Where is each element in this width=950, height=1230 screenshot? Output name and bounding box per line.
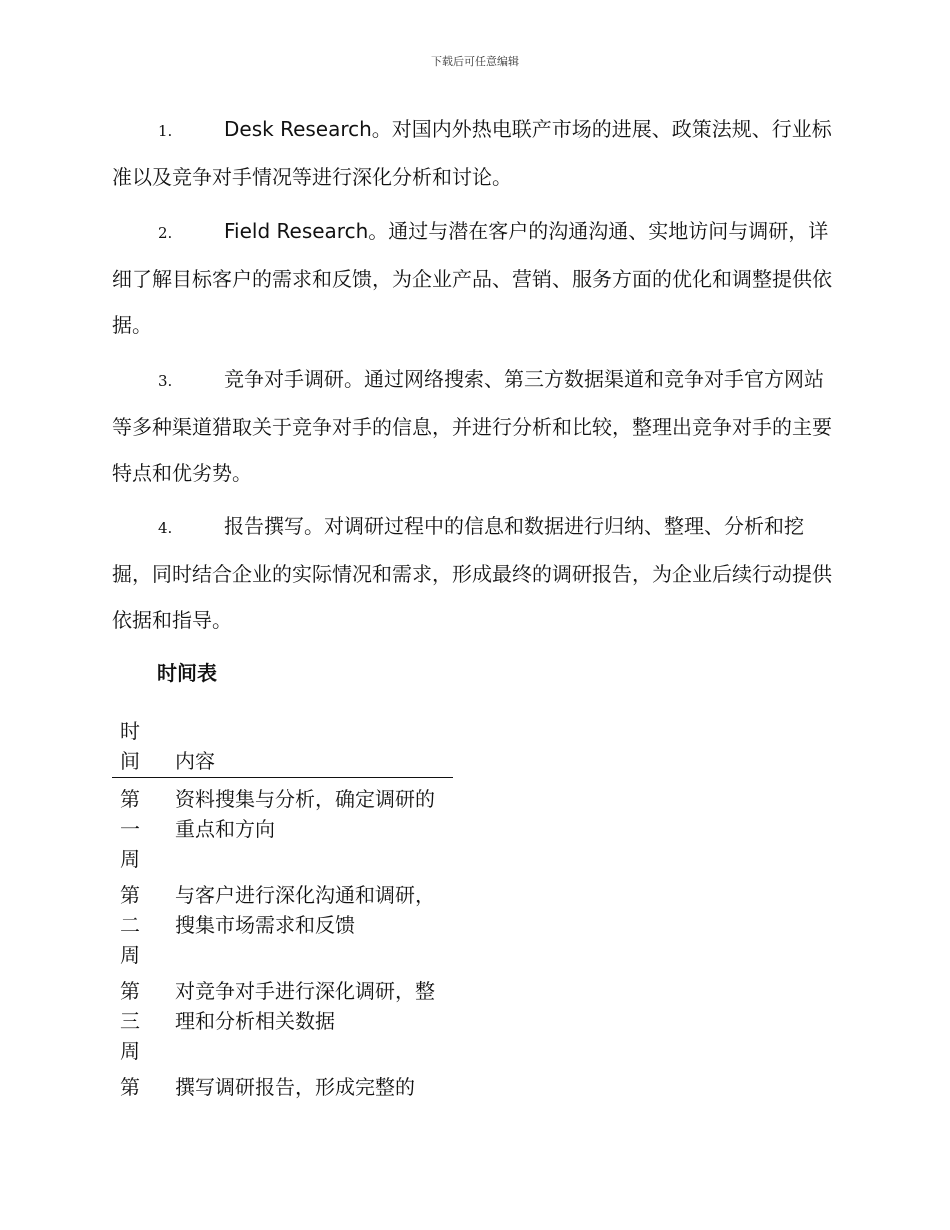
list-number: 3. [158,372,173,390]
cell-content: 资料搜集与分析，确定调研的重点和方向 [175,787,435,841]
cell-time: 第一周 [120,787,140,871]
list-item [112,356,832,496]
list-text: Field Research。通过与潜在客户的沟通沟通、实地访问与调研，详细了解目标客户的需求和反馈，为企业产品、营销、服务方面的优化和调整提供依据。 [112,219,832,337]
schedule-title: 时间表 [157,661,217,685]
list-number: 2. [158,224,173,242]
table-row [112,976,453,1066]
list-number: 4. [158,519,173,537]
cell-content: 撰写调研报告，形成完整的 [175,1075,415,1099]
header-time: 时间 [120,719,140,773]
list-item [112,208,832,348]
list-item [112,503,832,643]
cell-time: 第三周 [120,979,140,1063]
table-row [112,1072,453,1102]
schedule-table [112,716,453,1102]
table-header-row [112,716,453,778]
list-item [112,106,832,200]
header-content: 内容 [175,749,215,773]
page-header: 下载后可任意编辑 [431,55,519,68]
cell-content: 对竞争对手进行深化调研，整理和分析相关数据 [175,979,435,1033]
cell-content: 与客户进行深化沟通和调研，搜集市场需求和反馈 [175,883,435,937]
list-text: Desk Research。对国内外热电联产市场的进展、政策法规、行业标准以及竞争对手情况等进行深化分析和讨论。 [112,117,832,189]
list-number: 1. [158,122,173,140]
list-text: 报告撰写。对调研过程中的信息和数据进行归纳、整理、分析和挖掘，同时结合企业的实际情况和需求，形成最终的调研报告，为企业后续行动提供依据和指导。 [112,514,832,632]
cell-time: 第 [120,1075,140,1099]
table-row [112,880,453,970]
cell-time: 第二周 [120,883,140,967]
list-text: 竞争对手调研。通过网络搜索、第三方数据渠道和竞争对手官方网站等多种渠道猎取关于竞争对手的信息，并进行分析和比较，整理出竞争对手的主要特点和优劣势。 [112,367,832,485]
table-row [112,784,453,874]
